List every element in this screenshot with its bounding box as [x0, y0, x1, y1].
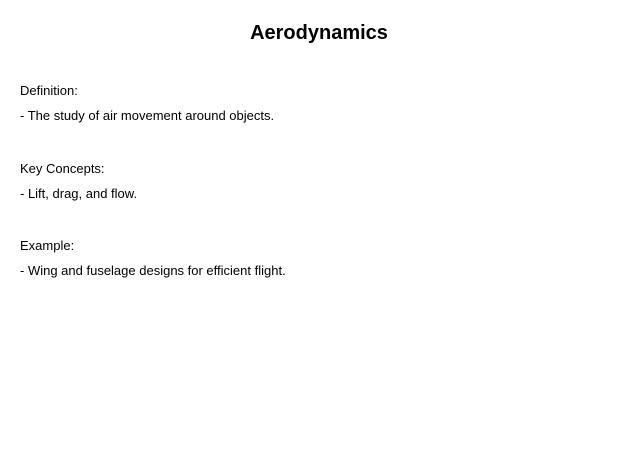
example-heading: Example: — [20, 238, 75, 253]
definition-section — [20, 82, 620, 125]
key-concepts-text: - Lift, drag, and flow. — [20, 186, 138, 201]
example-text: - Wing and fuselage designs for efficient flight. — [20, 263, 286, 278]
slide-title: Aerodynamics — [250, 22, 388, 44]
key-concepts-section — [20, 160, 620, 203]
definition-text: - The study of air movement around objects. — [20, 108, 275, 123]
definition-heading: Definition: — [20, 83, 78, 98]
key-concepts-heading: Key Concepts: — [20, 161, 105, 176]
example-section — [20, 237, 620, 280]
